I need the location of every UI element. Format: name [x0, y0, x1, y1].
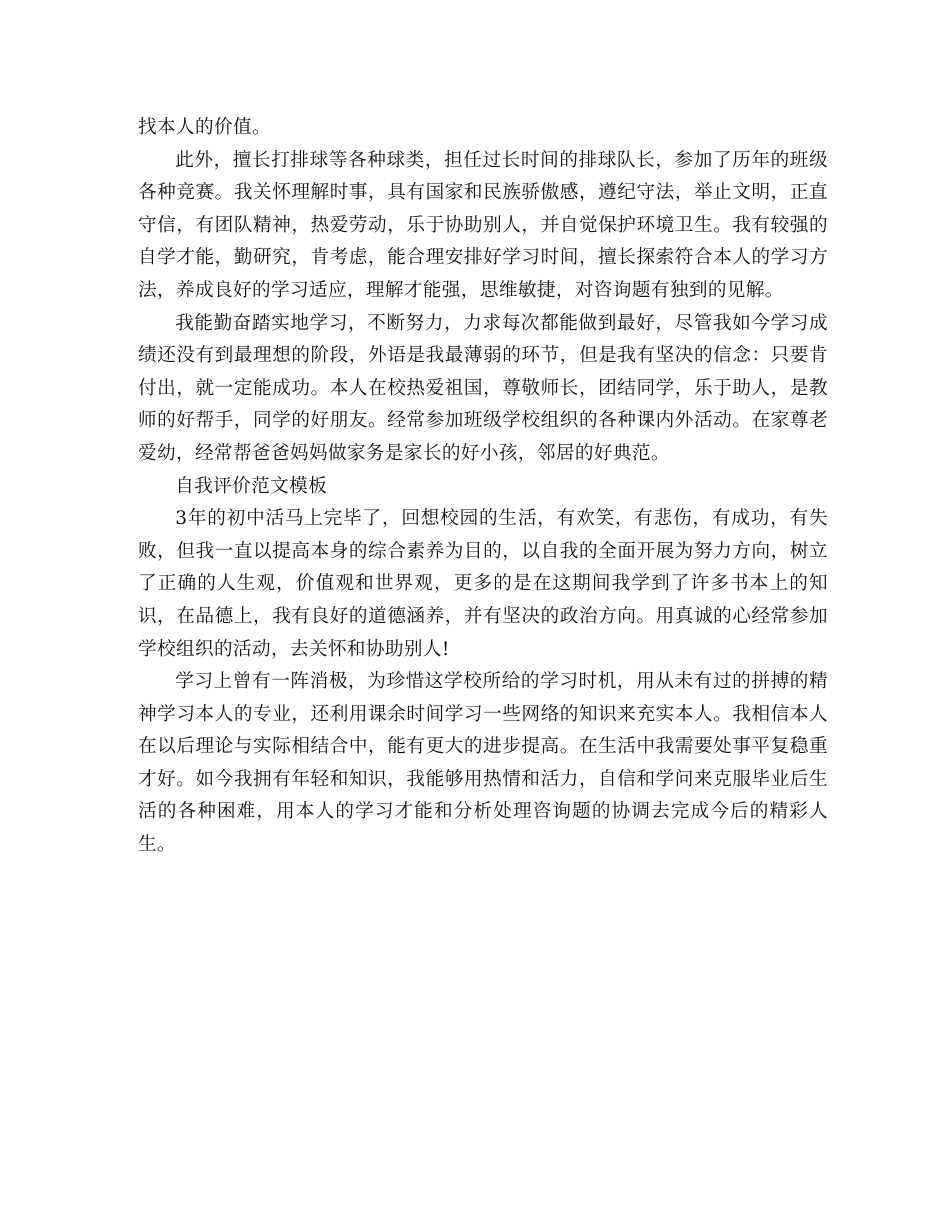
- paragraph-middle-school-review: 3年的初中活马上完毕了，回想校园的生活，有欢笑，有悲伤，有成功，有失败，但我一直以提高本身的综合素养为目的，以自我的全面开展为努力方向，树立了正确的人生观，价值观和世界观，更多的是在这期间我学到了许多书本上的知识，在品德上，我有良好的道德涵养，并有坚决的政治方向。用真诚的心经常参加学校组织的活动，去关怀和协助别人!: [138, 508, 828, 660]
- section-heading: 自我评价范文模板: [175, 475, 328, 497]
- paragraph-study-and-future: 学习上曾有一阵消极，为珍惜这学校所给的学习时机，用从未有过的拼搏的精神学习本人的专业，还利用课余时间学习一些网络的知识来充实本人。我相信本人在以后理论与实际相结合中，能有更大的进步提高。在生活中我需要处事平复稳重才好。如今我拥有年轻和知识，我能够用热情和活力，自信和学问来克服毕业后生活的各种困难，用本人的学习才能和分析处理咨询题的协调去完成今后的精彩人生。: [138, 671, 828, 856]
- document-body: [138, 112, 828, 862]
- paragraph-diligent-study: 我能勤奋踏实地学习，不断努力，力求每次都能做到最好，尽管我如今学习成绩还没有到最理想的阶段，外语是我最薄弱的环节，但是我有坚决的信念：只要肯付出，就一定能成功。本人在校热爱祖国，尊敬师长，团结同学，乐于助人，是教师的好帮手，同学的好朋友。经常参加班级学校组织的各种课内外活动。在家尊老爱幼，经常帮爸爸妈妈做家务是家长的好小孩，邻居的好典范。: [138, 312, 828, 464]
- paragraph-sports-and-character: 此外，擅长打排球等各种球类，担任过长时间的排球队长，参加了历年的班级各种竞赛。我关怀理解时事，具有国家和民族骄傲感，遵纪守法，举止文明，正直守信，有团队精神，热爱劳动，乐于协助别人，并自觉保护环境卫生。我有较强的自学才能，勤研究，肯考虑，能合理安排好学习时间，擅长探索符合本人的学习方法，养成良好的学习适应，理解才能强，思维敏捷，对咨询题有独到的见解。: [138, 149, 828, 301]
- paragraph-continuation: 找本人的价值。: [138, 117, 271, 138]
